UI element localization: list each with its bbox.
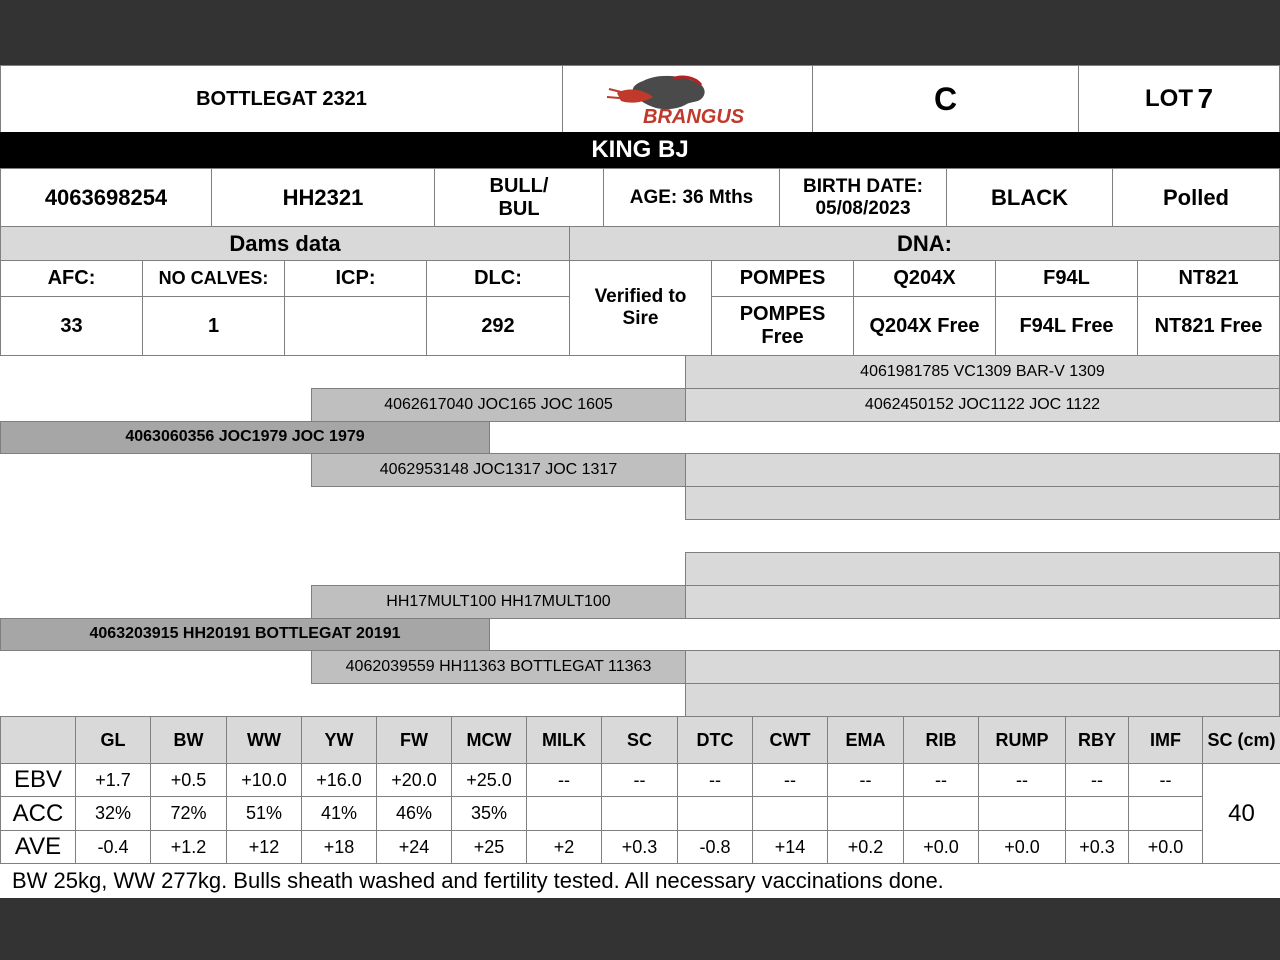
icp-label: ICP: — [284, 260, 427, 297]
ebv-cell-ave-mcw: +25 — [451, 830, 527, 864]
animal-name: KING BJ — [0, 132, 1280, 168]
ebv-cell-ebv-rby: -- — [1065, 763, 1129, 797]
ebv-cell-acc-gl: 32% — [75, 796, 151, 831]
ebv-cell-ebv-milk: -- — [526, 763, 602, 797]
ebv-row-label-acc: ACC — [0, 796, 76, 831]
ebv-sc-cm-value: 40 — [1202, 763, 1280, 864]
animal-age: AGE: 36 Mths — [603, 168, 780, 227]
ebv-cell-ebv-cwt: -- — [752, 763, 828, 797]
lot-prefix: LOT — [1144, 85, 1193, 113]
bottom-band — [0, 898, 1280, 960]
grade: C — [812, 65, 1079, 133]
ebv-cell-acc-rby — [1065, 796, 1129, 831]
ebv-cell-acc-cwt — [752, 796, 828, 831]
ebv-cell-ebv-sc: -- — [601, 763, 678, 797]
ebv-header-bw: BW — [150, 716, 227, 764]
dna-test-pompes: POMPES — [711, 260, 854, 297]
verified-to-sire: Verified to Sire — [569, 260, 712, 356]
dlc-label: DLC: — [426, 260, 570, 297]
ebv-header-yw: YW — [301, 716, 377, 764]
ebv-corner — [0, 716, 76, 764]
lot-number: 7 — [1197, 82, 1214, 114]
pedigree-sire-sire-sire: 4061981785 VC1309 BAR-V 1309 — [685, 355, 1280, 389]
ebv-cell-ebv-dtc: -- — [677, 763, 753, 797]
ebv-cell-acc-dtc — [677, 796, 753, 831]
ebv-cell-ave-bw: +1.2 — [150, 830, 227, 864]
pedigree-sire-dam: 4062953148 JOC1317 JOC 1317 — [311, 453, 686, 487]
dna-result-pompes: POMPES Free — [711, 296, 854, 356]
ebv-cell-acc-imf — [1128, 796, 1203, 831]
ebv-cell-ebv-yw: +16.0 — [301, 763, 377, 797]
birth-date-cell — [779, 168, 947, 227]
ebv-cell-ave-rump: +0.0 — [978, 830, 1066, 864]
ebv-row-label-ave: AVE — [0, 830, 76, 864]
ebv-row-label-ebv: EBV — [0, 763, 76, 797]
ebv-cell-acc-yw: 41% — [301, 796, 377, 831]
bull-logo-icon — [603, 71, 773, 127]
animal-tag: HH2321 — [211, 168, 435, 227]
ebv-header-rby: RBY — [1065, 716, 1129, 764]
ebv-header-sc: SC — [601, 716, 678, 764]
ebv-cell-ebv-ema: -- — [827, 763, 904, 797]
ebv-header-rump: RUMP — [978, 716, 1066, 764]
ebv-cell-ave-yw: +18 — [301, 830, 377, 864]
ebv-header-imf: IMF — [1128, 716, 1203, 764]
ebv-cell-acc-milk — [526, 796, 602, 831]
ebv-cell-ebv-rump: -- — [978, 763, 1066, 797]
farm-name: BOTTLEGAT 2321 — [0, 65, 563, 133]
dna-test-nt821: NT821 — [1137, 260, 1280, 297]
no-calves-label: NO CALVES: — [142, 260, 285, 297]
pedigree-dam-sire: HH17MULT100 HH17MULT100 — [311, 585, 686, 619]
comment-text: BW 25kg, WW 277kg. Bulls sheath washed and fertility tested. All necessary vaccinations done. — [12, 867, 944, 893]
dna-result-nt821: NT821 Free — [1137, 296, 1280, 356]
dna-test-f94l: F94L — [995, 260, 1138, 297]
ebv-cell-ave-sc: +0.3 — [601, 830, 678, 864]
birth-date-label: BIRTH DATE: — [803, 175, 923, 197]
ebv-cell-ave-fw: +24 — [376, 830, 452, 864]
ebv-cell-acc-mcw: 35% — [451, 796, 527, 831]
ebv-header-dtc: DTC — [677, 716, 753, 764]
pedigree-dam-sire-sire — [685, 552, 1280, 586]
animal-horn: Polled — [1112, 168, 1280, 227]
pedigree-dam-dam: 4062039559 HH11363 BOTTLEGAT 11363 — [311, 650, 686, 684]
ebv-cell-ebv-imf: -- — [1128, 763, 1203, 797]
animal-colour: BLACK — [946, 168, 1113, 227]
dna-result-q204x: Q204X Free — [853, 296, 996, 356]
dna-test-q204x: Q204X — [853, 260, 996, 297]
pedigree-dam-sire-dam — [685, 585, 1280, 619]
dna-title: DNA: — [569, 226, 1280, 261]
ebv-cell-ave-rib: +0.0 — [903, 830, 979, 864]
ebv-cell-ebv-mcw: +25.0 — [451, 763, 527, 797]
ebv-cell-acc-rump — [978, 796, 1066, 831]
ebv-cell-acc-bw: 72% — [150, 796, 227, 831]
pedigree-dam: 4063203915 HH20191 BOTTLEGAT 20191 — [0, 618, 490, 651]
ebv-header-fw: FW — [376, 716, 452, 764]
ebv-cell-ave-ww: +12 — [226, 830, 302, 864]
ebv-header-ema: EMA — [827, 716, 904, 764]
pedigree-dam-dam-sire — [685, 650, 1280, 684]
ebv-cell-acc-sc — [601, 796, 678, 831]
pedigree-dam-dam-dam — [685, 683, 1280, 717]
dams-data-title: Dams data — [0, 226, 570, 261]
lot-sheet — [0, 65, 1280, 898]
dna-result-f94l: F94L Free — [995, 296, 1138, 356]
ebv-header-milk: MILK — [526, 716, 602, 764]
pedigree-sire-sire: 4062617040 JOC165 JOC 1605 — [311, 388, 686, 422]
top-band — [0, 0, 1280, 65]
ebv-cell-acc-fw: 46% — [376, 796, 452, 831]
ebv-cell-ave-imf: +0.0 — [1128, 830, 1203, 864]
pedigree-sire-dam-sire — [685, 453, 1280, 487]
pedigree-sire: 4063060356 JOC1979 JOC 1979 — [0, 421, 490, 454]
birth-date-value: 05/08/2023 — [815, 197, 911, 219]
brangus-logo — [562, 65, 813, 133]
ebv-header-ww: WW — [226, 716, 302, 764]
animal-id: 4063698254 — [0, 168, 212, 227]
logo-text: BRANGUS — [642, 106, 744, 127]
ebv-cell-ebv-bw: +0.5 — [150, 763, 227, 797]
ebv-header-cwt: CWT — [752, 716, 828, 764]
ebv-cell-ave-gl: -0.4 — [75, 830, 151, 864]
ebv-cell-acc-ema — [827, 796, 904, 831]
pedigree-sire-dam-dam — [685, 486, 1280, 520]
ebv-cell-ave-milk: +2 — [526, 830, 602, 864]
ebv-cell-ave-ema: +0.2 — [827, 830, 904, 864]
ebv-header-sc-cm: SC (cm) — [1202, 716, 1280, 764]
ebv-cell-ave-rby: +0.3 — [1065, 830, 1129, 864]
pedigree-sire-sire-dam: 4062450152 JOC1122 JOC 1122 — [685, 388, 1280, 422]
ebv-cell-ave-cwt: +14 — [752, 830, 828, 864]
dlc-value: 292 — [426, 296, 570, 356]
ebv-cell-ebv-fw: +20.0 — [376, 763, 452, 797]
ebv-header-gl: GL — [75, 716, 151, 764]
no-calves-value: 1 — [142, 296, 285, 356]
ebv-header-rib: RIB — [903, 716, 979, 764]
ebv-cell-ebv-ww: +10.0 — [226, 763, 302, 797]
afc-label: AFC: — [0, 260, 143, 297]
ebv-header-mcw: MCW — [451, 716, 527, 764]
afc-value: 33 — [0, 296, 143, 356]
icp-value — [284, 296, 427, 356]
animal-sex: BULL/ BUL — [434, 168, 604, 227]
ebv-cell-ebv-gl: +1.7 — [75, 763, 151, 797]
lot-label — [1078, 65, 1280, 133]
ebv-cell-acc-ww: 51% — [226, 796, 302, 831]
ebv-cell-ebv-rib: -- — [903, 763, 979, 797]
ebv-cell-acc-rib — [903, 796, 979, 831]
ebv-cell-ave-dtc: -0.8 — [677, 830, 753, 864]
